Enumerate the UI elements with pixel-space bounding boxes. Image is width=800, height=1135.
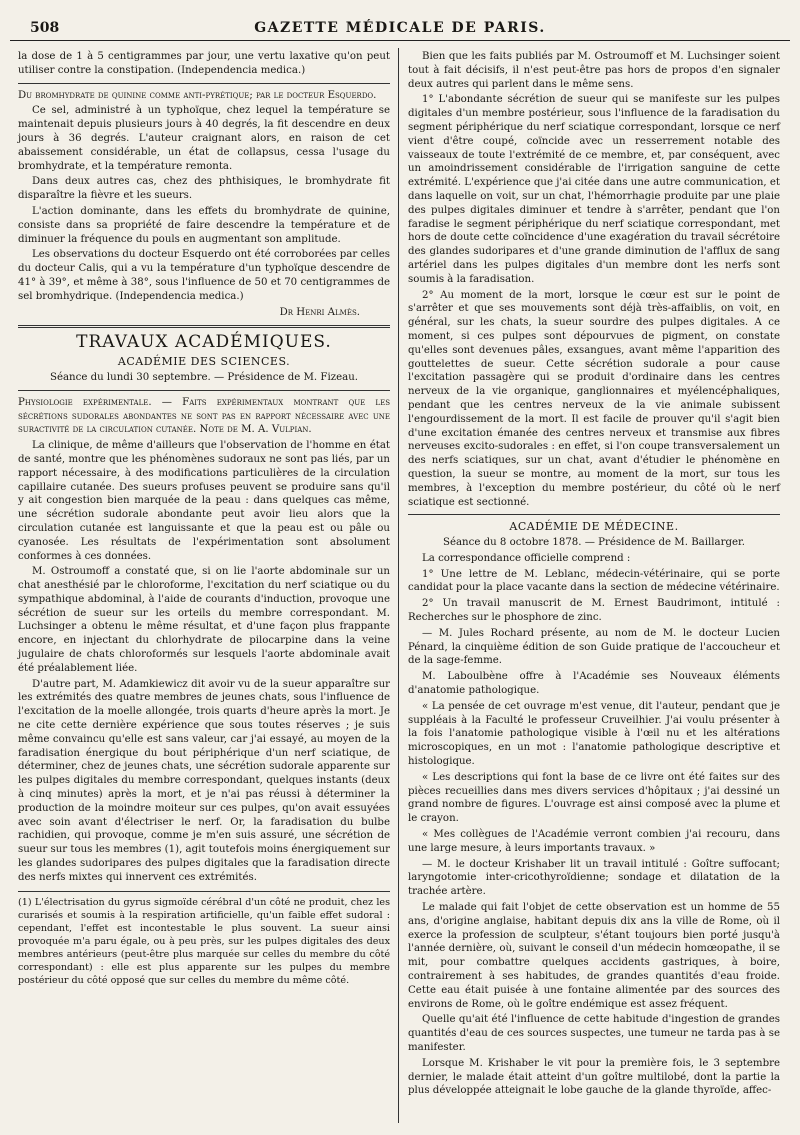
paragraph: Ce sel, administré à un typhoïque, chez lequel la température se maintenait depuis plusieurs jours à 40 degrés, la fit descendre en deux jours à 36 degrés. L'auteur craignant alors, en raison de cet abaissement considérable, un état de collapsus, cessa l'usage du bromhydrate, et la température remonta. bbox=[18, 105, 390, 172]
paragraph: Dans deux autres cas, chez des phthisiques, le bromhydrate fit disparaître la fièvre et les sueurs. bbox=[18, 176, 390, 202]
paragraph: La clinique, de même d'ailleurs que l'observation de l'homme en état de santé, montre que les phénomènes sudoraux ne sont pas liés, par un rapport nécessaire, à des modifications particulières de la circulation capillaire cutanée. Des sueurs profuses peuvent se produire sans qu'il y ait congestion bien marquée de la peau : dans quelques cas même, une sécrétion sudorale abondante peut avoir lieu alors que la circulation cutanée est languissante et que la peau est ou pâle ou cyanosée. Les résultats de l'expérimentation sont absolument conformes à ces données. bbox=[18, 440, 390, 562]
paragraph: D'autre part, M. Adamkiewicz dit avoir vu de la sueur apparaître sur les extrémités des quatre membres de jeunes chats, sous l'influence de l'excitation de la moelle allongée, trois quarts d'heure après la mort. Je ne cite cette dernière expérience que sous toutes réserves ; je suis même convaincu qu'elle est sans valeur, car j'ai essayé, au moyen de la faradisation énergique du bout périphérique d'un nerf sciatique, de déterminer, chez de jeunes chats, une sécrétion sudorale apparente sur les pulpes digitales du membre correspondant, quelques instants (deux à cinq minutes) après la mort, et je n'ai pas réussi à déterminer la production de la moindre moiteur sur ces pulpes, qu'on avait essuyées avec soin avant d'électriser le nerf. Or, la faradisation du bulbe rachidien, qui provoque, comme je m'en suis assuré, une sécrétion de sueur sur tous les membres (1), agit toutefois moins énergiquement sur les glandes sudoripares des pulpes digitales que la faradisation directe des nerfs mixtes qui innervent ces extrémités. bbox=[18, 678, 390, 883]
paragraph: 2° Un travail manuscrit de M. Ernest Baudrimont, intitulé : Recherches sur le phosphore de zinc. bbox=[408, 598, 780, 624]
paragraph: « Les descriptions qui font la base de ce livre ont été faites sur des pièces recueillies dans mes divers services d'hôpitaux ; j'ai dessiné un grand nombre de figures. L'ouvrage est ainsi composé avec la plume et le crayon. bbox=[408, 771, 780, 825]
session-line: Séance du 8 octobre 1878. — Présidence de M. Baillarger. bbox=[442, 537, 746, 549]
paragraph: « Mes collègues de l'Académie verront combien j'ai recouru, dans une large mesure, à leurs importants travaux. » bbox=[408, 829, 780, 854]
journal-title: GAZETTE MÉDICALE DE PARIS. bbox=[254, 20, 546, 36]
separator bbox=[18, 390, 390, 391]
paragraph: La correspondance officielle comprend : bbox=[422, 552, 631, 564]
footnote: (1) L'électrisation du gyrus sigmoïde cérébral d'un côté ne produit, chez les curarisés et soumis à la respiration artificielle, qu'un faible effet sudoral : cependant, l'effet est incontestable le plus souvent. La sueur ainsi provoquée m'a paru égale, ou à peu près, sur les pulpes digitales des deux membres antérieurs (peut-être plus marquée sur celles du membre du côté correspondant) : elle est plus apparente sur les pulpes du membre postérieur du côté opposé que sur celles du membre du même côté. bbox=[18, 891, 390, 987]
academy-heading: ACADÉMIE DE MÉDECINE. bbox=[509, 520, 679, 534]
paragraph: 1° L'abondante sécrétion de sueur qui se manifeste sur les pulpes digitales d'un membre postérieur, sous l'influence de la faradisation du segment périphérique du nerf sciatique correspondant, lorsque ce nerf vient d'être coupé, coïncide avec un resserrement notable des vaisseaux de toute l'extrémité de ce membre, et, par conséquent, avec un amoindrissement considérable de l'irrigation sanguine de cette extrémité. L'expérience que j'ai citée dans une autre communication, et dans laquelle on voit, sur un chat, l'hémorrhagie produite par une plaie des pulpes digitales diminuer et tendre à s'arrêter, pendant que l'on faradise le segment périphérique du nerf sciatique correspondant, met hors de doute cette coïncidence d'une exagération du travail sécrétoire des glandes sudoripares et d'une grande diminution de l'afflux de sang artériel dans les pulpes digitales d'un membre dont les nerfs sont soumis à la faradisation. bbox=[408, 94, 780, 285]
paragraph: — M. le docteur Krishaber lit un travail intitulé : Goître suffocant; laryngotomie inter-cricothyroïdienne; sondage et dilatation de la trachée artère. bbox=[408, 858, 780, 898]
paragraph: 2° Au moment de la mort, lorsque le cœur est sur le point de s'arrêter et que ses mouvements sont déjà très-affaiblis, on voit, en général, sur les chats, la sueur sourdre des pulpes digitales. A ce moment, si ces pulpes sont dépourvues de pigment, on constate qu'elles sont devenues pâles, exsangues, avant même l'apparition des gouttelettes de sueur. Cette sécrétion sudorale a pour cause l'excitation passagère qui se produit d'ordinaire dans les centres nerveux de la vie organique, ganglionnaires et myélencéphaliques, pendant que les centres nerveux de la vie animale subissent l'engourdissement de la mort. Il est facile de prouver qu'il s'agit bien d'une excitation émanée des centres nerveux et transmise aux fibres nerveuses excito-sudorales : en effet, si l'on coupe transversalement un des nerfs sciatiques, sur un chat, avant d'étudier le phénomène en question, la sueur se montre, au moment de la mort, sur tous les membres, à l'exception du membre postérieur, du côté où le nerf sciatique est sectionné. bbox=[408, 289, 780, 508]
paragraph: M. Laboulbène offre à l'Académie ses Nouveaux éléments d'anatomie pathologique. bbox=[408, 671, 780, 697]
right-column bbox=[408, 50, 780, 1100]
column-divider bbox=[398, 48, 399, 1123]
paragraph: Bien que les faits publiés par M. Ostroumoff et M. Luchsinger soient tout à fait décisifs, il n'est peut-être pas hors de propos d'en signaler deux autres qui parlent dans le même sens. bbox=[408, 51, 780, 90]
separator bbox=[408, 514, 780, 515]
section-title: TRAVAUX ACADÉMIQUES. bbox=[76, 332, 332, 353]
running-header bbox=[10, 18, 790, 41]
paragraph: Le malade qui fait l'objet de cette observation est un homme de 55 ans, d'origine anglaise, habitant depuis dix ans la ville de Rome, où il exerce la profession de sculpteur, s'étant toujours bien porté jusqu'à l'année dernière, où, suivant le conseil d'un médecin homœopathe, il se mit, pour combattre quelques accidents gastriques, à boire, contrairement à ses habitudes, de grandes quantités d'eau froide. Cette eau était puisée à une fontaine alimentée par des sources des environs de Rome, où le goître endémique est assez fréquent. bbox=[408, 902, 780, 1010]
note-title: Physiologie expérimentale. — Faits expérimentaux montrant que les sécrétions sudorales abondantes ne sont pas en rapport nécessaire avec une suractivité de la circulation cutanée. Note de M. A. Vulpian. bbox=[18, 396, 390, 436]
signature: Dr Henri Almès. bbox=[279, 306, 360, 318]
separator bbox=[18, 83, 390, 84]
paragraph: Quelle qu'ait été l'influence de cette habitude d'ingestion de grandes quantités d'eau de ces sources suspectes, une tumeur ne tarda pas à se manifester. bbox=[408, 1014, 780, 1053]
page-number: 508 bbox=[30, 20, 60, 36]
paragraph: « La pensée de cet ouvrage m'est venue, dit l'auteur, pendant que je suppléais à la Faculté le professeur Cruveilhier. J'ai voulu présenter à la fois l'anatomie pathologique visible à l'œil nu et les altérations microscopiques, en un mot : l'anatomie pathologique descriptive et histologique. bbox=[408, 700, 780, 768]
left-column bbox=[18, 50, 390, 987]
paragraph: L'action dominante, dans les effets du bromhydrate de quinine, consiste dans sa propriété de faire descendre la température et de diminuer la fréquence du pouls en augmentant son amplitude. bbox=[18, 205, 390, 245]
paragraph: Les observations du docteur Esquerdo ont été corroborées par celles du docteur Calis, qui a vu la température d'un typhoïque descendre de 41° à 39°, et même à 38°, sous l'influence de 50 et 70 centigrammes de sel bromhydrique. (Independencia medica.) bbox=[18, 249, 390, 302]
paragraph: Lorsque M. Krishaber le vit pour la première fois, le 3 septembre dernier, le malade était atteint d'un goître multilobé, dont la partie la plus développée atteignait le lobe gauche de la glande thyroïde, affec- bbox=[408, 1057, 780, 1097]
session-line: Séance du lundi 30 septembre. — Présidence de M. Fizeau. bbox=[49, 371, 359, 383]
article-title: Du bromhydrate de quinine comme anti-pyrétique; par le docteur Esquerdo. bbox=[18, 89, 377, 101]
academy-heading: ACADÉMIE DES SCIENCES. bbox=[117, 355, 291, 369]
paragraph: la dose de 1 à 5 centigrammes par jour, une vertu laxative qu'on peut utiliser contre la constipation. (Independencia medica.) bbox=[18, 51, 390, 76]
paragraph: M. Ostroumoff a constaté que, si on lie l'aorte abdominale sur un chat anesthésié par le chloroforme, l'excitation du nerf sciatique ou du sympathique abdominal, à l'aide de courants d'induction, provoque une sécrétion de sueur sur les orteils du membre correspondant. M. Luchsinger a obtenu le même résultat, et d'une façon plus frappante encore, en injectant du chlorhydrate de pilocarpine dans la veine jugulaire de chats chloroformés sur lesquels l'aorte abdominale avait été préalablement liée. bbox=[18, 566, 390, 674]
separator bbox=[18, 325, 390, 328]
paragraph: 1° Une lettre de M. Leblanc, médecin-vétérinaire, qui se porte candidat pour la place vacante dans la section de médecine vétérinaire. bbox=[408, 568, 780, 594]
paragraph: — M. Jules Rochard présente, au nom de M. le docteur Lucien Pénard, la cinquième édition de son Guide pratique de l'accoucheur et de la sage-femme. bbox=[408, 627, 780, 667]
